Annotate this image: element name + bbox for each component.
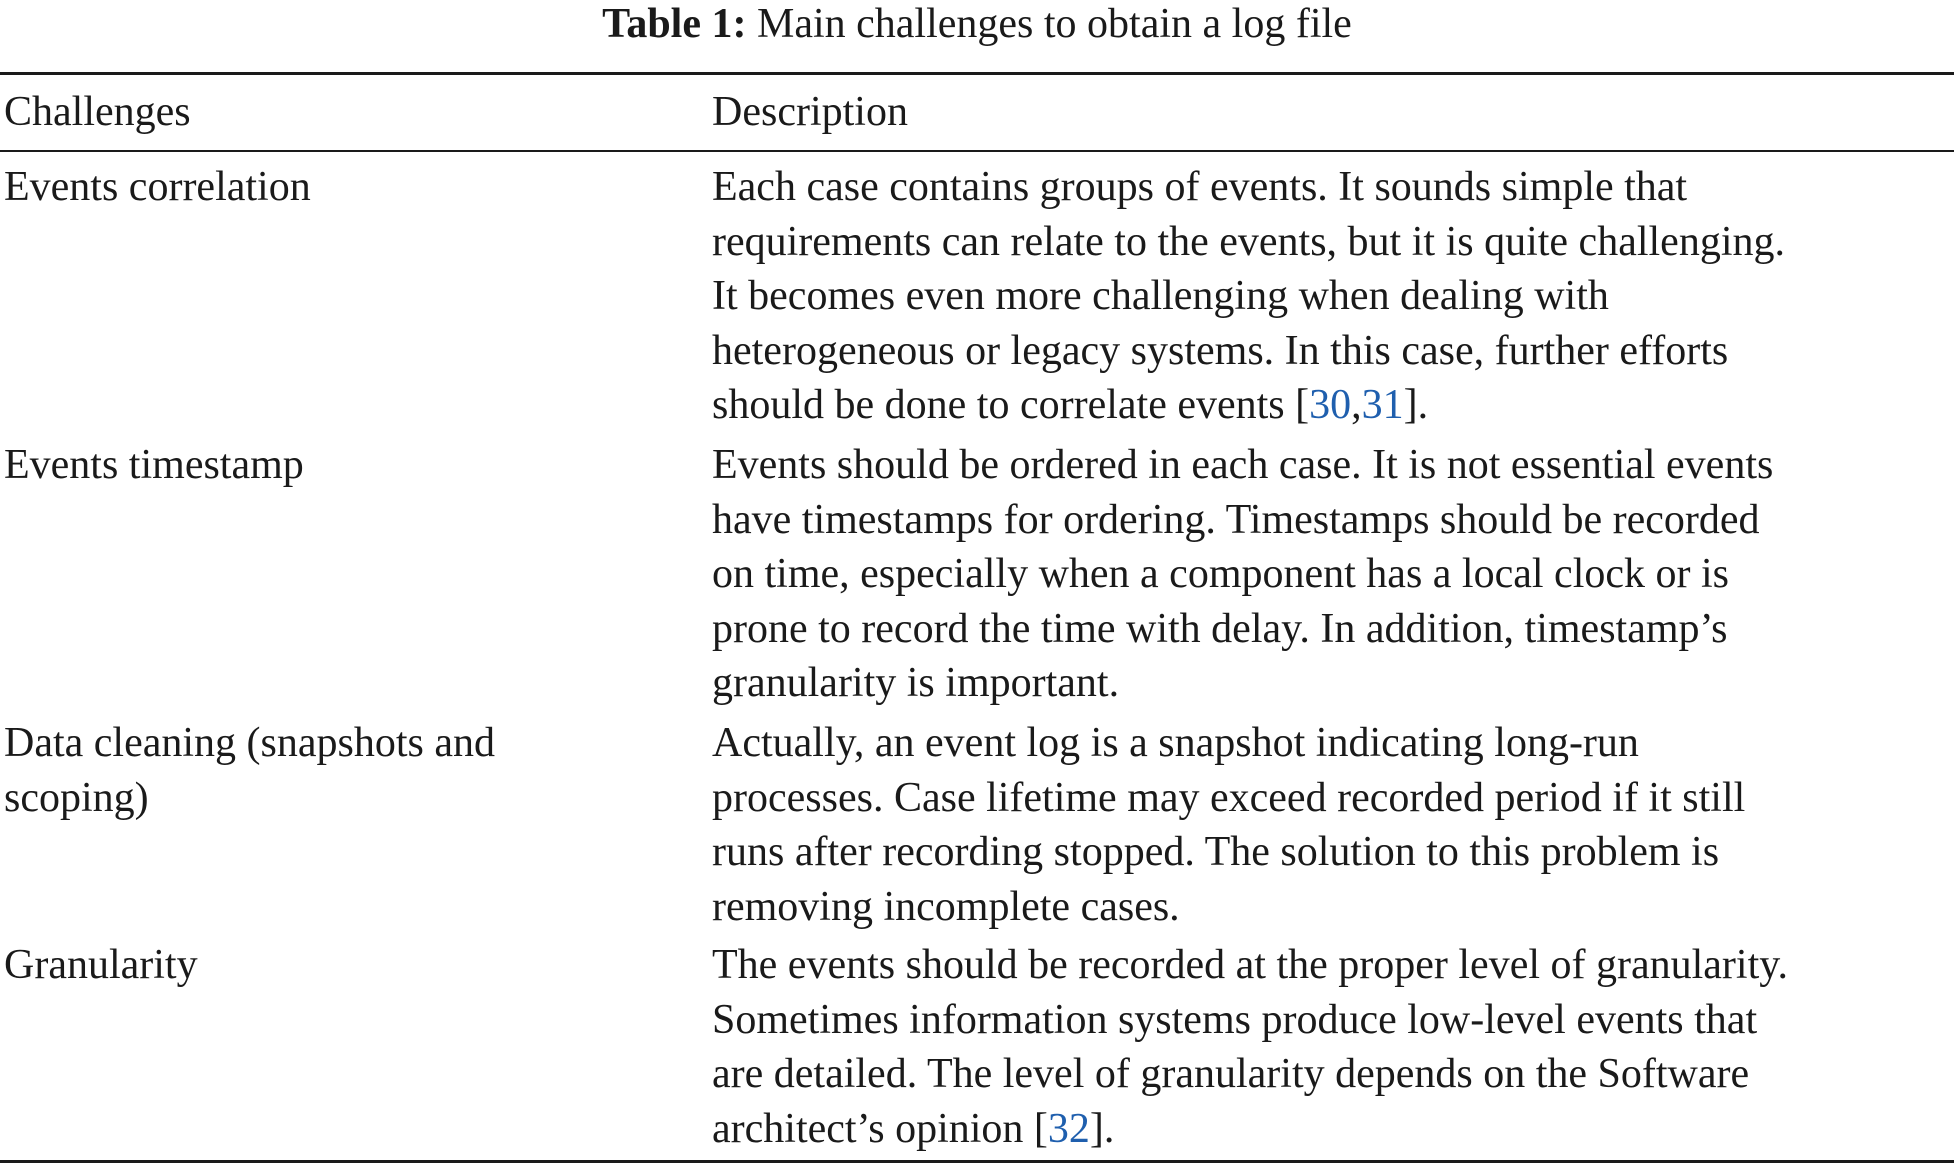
table-bottom-rule	[0, 1160, 1954, 1163]
description-line: The events should be recorded at the proper level of granularity.	[712, 942, 1789, 988]
column-header-challenges: Challenges	[4, 89, 191, 136]
challenge-line: Data cleaning (snapshots and	[4, 720, 496, 766]
table-row	[0, 152, 1954, 438]
challenge-line: Granularity	[4, 942, 198, 988]
table-row	[0, 716, 1954, 938]
description-line: granularity is important.	[712, 660, 1120, 706]
description-line: It becomes even more challenging when dealing with	[712, 273, 1609, 319]
description-line: processes. Case lifetime may exceed recorded period if it still	[712, 774, 1746, 821]
description-line-with-refs	[712, 1102, 1944, 1157]
citation-link[interactable]: 30	[1309, 382, 1352, 428]
description-cell	[712, 438, 1954, 711]
description-line: requirements can relate to the events, but it is quite challenging.	[712, 218, 1785, 265]
description-line: are detailed. The level of granularity depends on the Software	[712, 1051, 1750, 1097]
table-row	[0, 438, 1954, 716]
description-line: heterogeneous or legacy systems. In this case, further efforts	[712, 327, 1729, 374]
citation-separator: ,	[1351, 382, 1362, 428]
table-row	[0, 938, 1954, 1160]
description-line: Sometimes information systems produce low-level events that	[712, 996, 1758, 1043]
citation-link[interactable]: 32	[1047, 1105, 1090, 1152]
description-line: removing incomplete cases.	[712, 883, 1180, 930]
description-line: Each case contains groups of events. It sounds simple that	[712, 164, 1688, 210]
description-text: should be done to correlate events [	[712, 382, 1310, 428]
description-cell	[712, 160, 1954, 433]
description-line: prone to record the time with delay. In addition, timestamp’s	[712, 605, 1728, 652]
description-text: ].	[1089, 1105, 1115, 1152]
description-cell	[712, 938, 1954, 1156]
table-header-row	[0, 75, 1954, 150]
challenge-cell	[0, 438, 712, 493]
challenge-cell	[0, 938, 712, 993]
description-line: on time, especially when a component has a local clock or is	[712, 551, 1730, 597]
challenge-line: Events correlation	[4, 164, 311, 210]
challenge-line: Events timestamp	[4, 442, 304, 488]
challenge-cell	[0, 716, 712, 825]
table-caption-title: Main challenges to obtain a log file	[756, 1, 1352, 47]
description-cell	[712, 716, 1954, 934]
description-line: Events should be ordered in each case. It is not essential events	[712, 442, 1774, 488]
challenge-line: scoping)	[4, 774, 149, 821]
challenge-cell	[0, 160, 712, 215]
description-line: have timestamps for ordering. Timestamps should be recorded	[712, 496, 1760, 543]
column-header-description: Description	[712, 89, 908, 136]
description-line: runs after recording stopped. The solution to this problem is	[712, 829, 1720, 875]
description-text: ].	[1403, 382, 1429, 428]
table-caption	[0, 0, 1954, 52]
challenges-table	[0, 72, 1954, 1163]
description-line: Actually, an event log is a snapshot indicating long-run	[712, 720, 1639, 766]
table-caption-label: Table 1:	[602, 1, 747, 47]
citation-link[interactable]: 31	[1361, 382, 1404, 428]
description-text: architect’s opinion [	[712, 1105, 1048, 1152]
description-line-with-refs	[712, 378, 1944, 433]
